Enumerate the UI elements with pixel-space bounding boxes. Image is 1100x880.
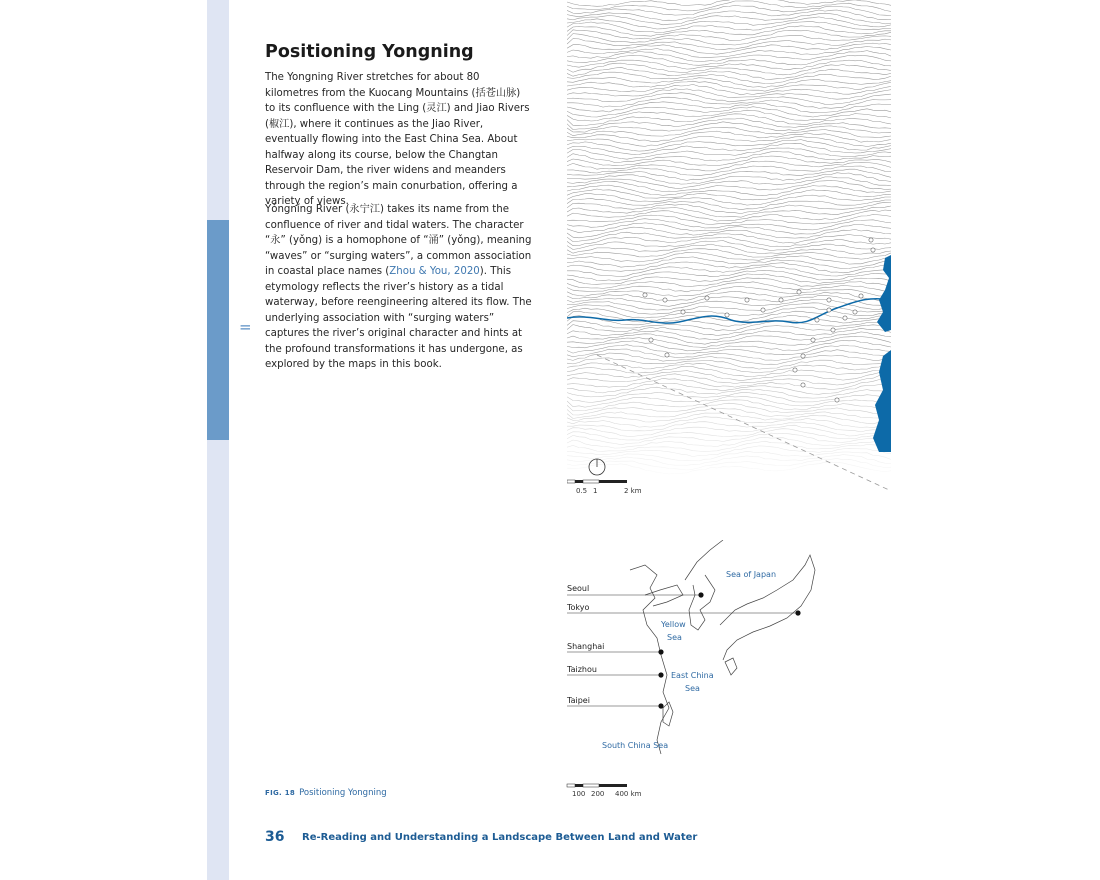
sea-label-japan: Sea of Japan bbox=[726, 570, 777, 579]
city-marker bbox=[698, 592, 703, 597]
city-marker bbox=[658, 703, 663, 708]
viewpoint-marker bbox=[827, 308, 831, 312]
paragraph-1: The Yongning River stretches for about 80 kilometres from the Kuocang Mountains (括苍山脉) to its confluence with the Ling (灵江) and Jiao Rivers (椒江), where it continues as the Jiao River, eventually flowing into the East China Sea. About halfway along its course, below the Changtan Reservoir Dam, the river widens and meanders through the region’s main conurbation, offering a variety of views. bbox=[265, 72, 530, 207]
viewpoint-marker bbox=[811, 338, 815, 342]
scale-tick: 100 bbox=[572, 790, 586, 798]
viewpoint-marker bbox=[779, 298, 783, 302]
map-fade bbox=[567, 0, 891, 500]
city-marker bbox=[795, 610, 800, 615]
margin-mark: = bbox=[239, 318, 252, 336]
page-edge-band bbox=[207, 0, 229, 880]
sea-label-east-china: East China bbox=[671, 671, 714, 680]
figure-caption bbox=[265, 788, 387, 798]
viewpoint-marker bbox=[859, 294, 863, 298]
page-number: 36 bbox=[265, 829, 285, 845]
topographic-map bbox=[567, 0, 891, 500]
city-marker bbox=[658, 672, 663, 677]
section-heading: Positioning Yongning bbox=[265, 42, 474, 62]
paragraph-2-text-b: ). This etymology reflects the river’s history as a tidal waterway, before reengineering altered its flow. The underlying association with “surging waters” captures the river’s original character and hints at the profound transformations it has undergone, as explored by the maps in this book. bbox=[265, 266, 532, 370]
topo-scale-bar bbox=[567, 458, 657, 498]
figure-caption-text: Positioning Yongning bbox=[299, 788, 387, 798]
viewpoint-marker bbox=[871, 248, 875, 252]
shandong-coast bbox=[645, 585, 683, 606]
viewpoint-marker bbox=[665, 353, 669, 357]
running-title: Re-Reading and Understanding a Landscape Between Land and Water bbox=[302, 832, 698, 843]
city-label-taizhou: Taizhou bbox=[567, 665, 597, 674]
viewpoint-marker bbox=[801, 354, 805, 358]
sea-label-south-china: South China Sea bbox=[602, 741, 669, 750]
city-label-tokyo: Tokyo bbox=[567, 603, 590, 612]
sea-label-east-china-2: Sea bbox=[685, 684, 700, 693]
viewpoint-marker bbox=[761, 308, 765, 312]
scale-segment bbox=[599, 480, 627, 483]
scale-tick: 0.5 bbox=[576, 487, 588, 495]
sea-label-yellow: Yellow bbox=[661, 620, 686, 629]
city-marker bbox=[658, 649, 663, 654]
scale-tick: 2 km bbox=[624, 487, 642, 495]
scale-segment bbox=[575, 480, 583, 483]
viewpoint-marker bbox=[843, 316, 847, 320]
viewpoint-marker bbox=[663, 298, 667, 302]
scale-tick: 1 bbox=[593, 487, 598, 495]
viewpoint-marker bbox=[853, 310, 857, 314]
viewpoint-marker bbox=[827, 298, 831, 302]
scale-segment bbox=[567, 480, 575, 483]
paragraph-2-text-a: Yǒngníng River (永宁江) takes its name from the confluence of river and tidal waters. The character “永” (yǒng) is a homophone of “涌” (yǒng), meaning “waves” or “surging waters”, a common association in coastal place names ( bbox=[265, 204, 532, 277]
viewpoint-marker bbox=[801, 383, 805, 387]
viewpoint-marker bbox=[725, 313, 729, 317]
viewpoint-marker bbox=[835, 398, 839, 402]
viewpoint-marker bbox=[797, 290, 801, 294]
citation-link[interactable]: Zhou & You, 2020 bbox=[389, 266, 480, 277]
city-label-seoul: Seoul bbox=[567, 584, 590, 593]
viewpoint-marker bbox=[705, 296, 709, 300]
viewpoint-marker bbox=[745, 298, 749, 302]
city-label-shanghai: Shanghai bbox=[567, 642, 605, 651]
regional-scale-bar bbox=[567, 784, 642, 798]
viewpoint-marker bbox=[869, 238, 873, 242]
scale-segment bbox=[583, 480, 599, 483]
paragraph-2 bbox=[265, 202, 533, 373]
scale-tick: 200 bbox=[591, 790, 605, 798]
viewpoint-marker bbox=[831, 328, 835, 332]
sea-label-yellow-2: Sea bbox=[667, 633, 682, 642]
kyushu-coast bbox=[725, 658, 737, 675]
korea-coast bbox=[685, 540, 723, 630]
regional-map bbox=[565, 540, 825, 805]
figure-label: FIG. 18 bbox=[265, 789, 296, 797]
coastlines bbox=[630, 540, 815, 754]
viewpoint-marker bbox=[643, 293, 647, 297]
city-label-taipei: Taipei bbox=[567, 696, 590, 705]
viewpoint-marker bbox=[815, 318, 819, 322]
viewpoint-marker bbox=[681, 310, 685, 314]
page-edge-marker bbox=[207, 220, 229, 440]
scale-tick: 400 km bbox=[615, 790, 642, 798]
viewpoint-marker bbox=[793, 368, 797, 372]
viewpoint-marker bbox=[649, 338, 653, 342]
